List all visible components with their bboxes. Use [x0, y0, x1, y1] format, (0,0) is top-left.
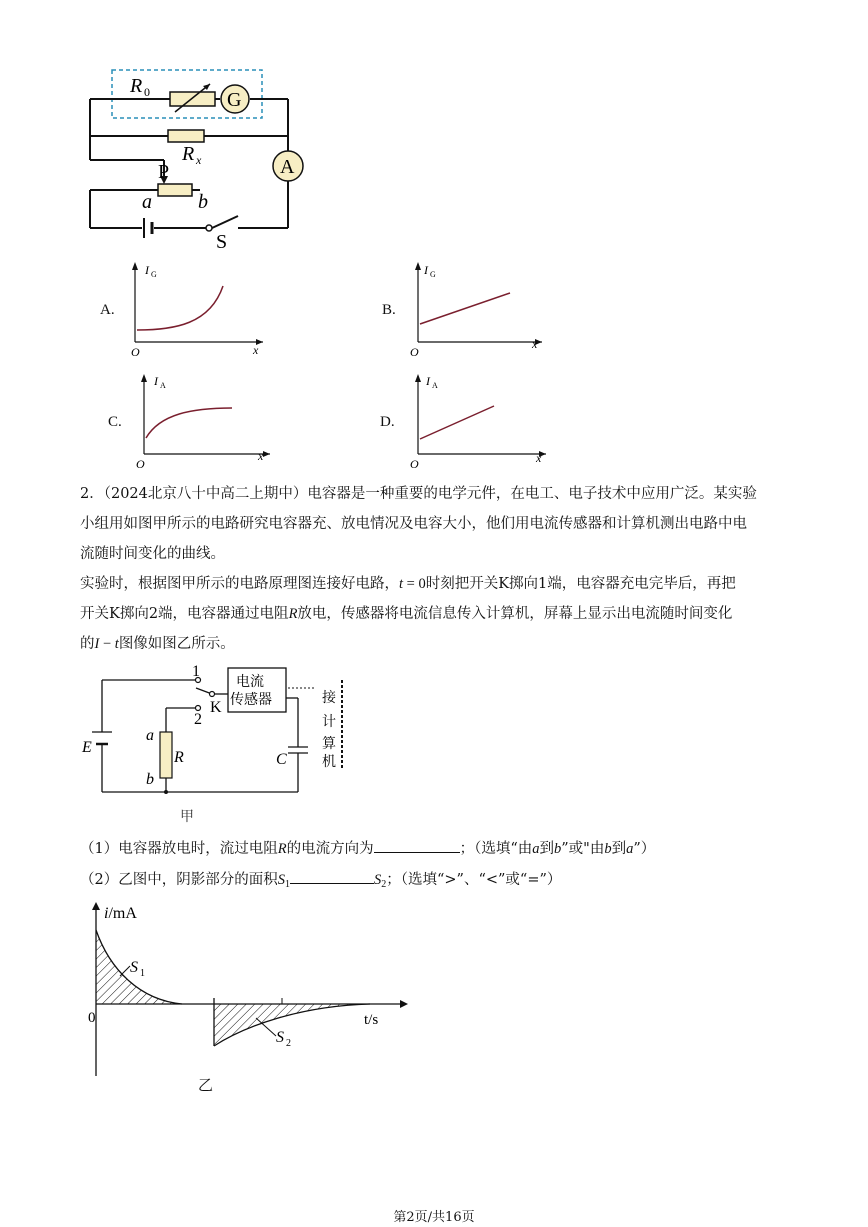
svg-text:a: a [146, 727, 154, 744]
svg-text:G: G [151, 270, 157, 279]
svg-text:K: K [210, 699, 222, 716]
q2-line-4: 实验时，根据图甲所示的电路原理图连接好电路，t = 0时刻把开关K掷向1端，电容器充电完毕后，再把 [80, 576, 736, 592]
svg-text:O: O [131, 345, 140, 358]
svg-text:0: 0 [88, 1010, 96, 1026]
caption-yi: 乙 [198, 1076, 214, 1094]
option-a-graph [125, 258, 270, 358]
svg-text:2: 2 [286, 1038, 291, 1049]
option-c-graph [132, 370, 277, 470]
svg-text:x: x [253, 343, 259, 357]
caption-jia: 甲 [180, 809, 194, 825]
circuit-diagram-1 [70, 60, 320, 260]
svg-text:b: b [146, 771, 154, 788]
svg-text:x: x [536, 451, 542, 465]
svg-text:G: G [430, 270, 436, 279]
resistor-r [160, 732, 172, 778]
option-c-label: C. [108, 414, 122, 430]
svg-text:I: I [426, 374, 430, 388]
svg-text:E: E [82, 739, 92, 756]
svg-text:A: A [160, 381, 166, 390]
svg-text:R: R [174, 749, 184, 766]
svg-text:a: a [142, 191, 152, 213]
svg-text:1: 1 [140, 968, 145, 979]
svg-text:G: G [227, 89, 242, 111]
svg-text:算: 算 [322, 737, 336, 752]
svg-text:I: I [424, 263, 428, 277]
svg-text:接: 接 [322, 691, 336, 706]
svg-text:x: x [196, 153, 202, 167]
svg-text:0: 0 [144, 85, 150, 99]
svg-text:计: 计 [322, 715, 336, 730]
slide-rheostat [158, 184, 192, 196]
svg-text:O: O [136, 457, 145, 470]
svg-text:t/s: t/s [364, 1012, 379, 1028]
svg-text:x: x [532, 337, 538, 351]
sub-question-2: （2）乙图中，阴影部分的面积$S_1$ $S_2$；（选填“>”、“<”或“=”） [80, 867, 561, 897]
svg-text:电流: 电流 [236, 675, 264, 690]
option-d-label: D. [380, 414, 395, 430]
svg-text:C: C [276, 751, 287, 768]
svg-text:R: R [182, 143, 195, 165]
rheostat-r0 [170, 92, 215, 106]
svg-text:b: b [198, 191, 208, 213]
svg-text:S: S [216, 231, 228, 253]
svg-text:传感器: 传感器 [230, 693, 272, 708]
resistor-rx [168, 130, 204, 142]
sub-question-1: （1）电容器放电时，流过电阻R的电流方向为 ；（选填“由a到b”或"由b到a”） [80, 836, 655, 861]
svg-text:i/mA: i/mA [104, 905, 137, 922]
option-d-graph [408, 370, 553, 470]
svg-text:2: 2 [194, 711, 202, 728]
answer-blank-2[interactable] [290, 867, 374, 884]
svg-text:A: A [432, 381, 438, 390]
svg-text:I: I [154, 374, 158, 388]
svg-text:x: x [258, 449, 264, 463]
q2-line-2: 小组用如图甲所示的电路研究电容器充、放电情况及电容大小，他们用电流传感器和计算机测出电路中电 [80, 516, 747, 532]
svg-text:机: 机 [322, 755, 336, 770]
svg-text:S: S [130, 959, 138, 976]
q2-line-6: 的I − t图像如图乙所示。 [80, 636, 235, 652]
option-b-label: B. [382, 302, 396, 318]
q2-line-5: 开关K掷向2端，电容器通过电阻R放电，传感器将电流信息传入计算机，屏幕上显示出电流随时间变化 [80, 606, 733, 622]
svg-text:P: P [158, 161, 170, 183]
q2-line-3: 流随时间变化的曲线。 [80, 546, 225, 562]
option-b-graph [408, 258, 553, 358]
svg-text:I: I [145, 263, 149, 277]
switch-icon [206, 225, 212, 231]
svg-text:O: O [410, 345, 419, 358]
q2-line-1: 2．（2024北京八十中高二上期中）电容器是一种重要的电学元件，在电工、电子技术中应用广泛。某实验 [80, 486, 757, 502]
answer-blank-1[interactable] [374, 836, 460, 853]
svg-text:O: O [410, 457, 419, 470]
option-a-label: A. [100, 302, 115, 318]
svg-text:1: 1 [192, 663, 200, 680]
page-footer: 第2页/共16页 [393, 1210, 475, 1225]
current-time-graph [70, 900, 410, 1080]
circuit-diagram-2 [78, 660, 368, 822]
label-r0: R [130, 75, 143, 97]
svg-text:A: A [280, 156, 295, 178]
svg-text:S: S [276, 1029, 284, 1046]
